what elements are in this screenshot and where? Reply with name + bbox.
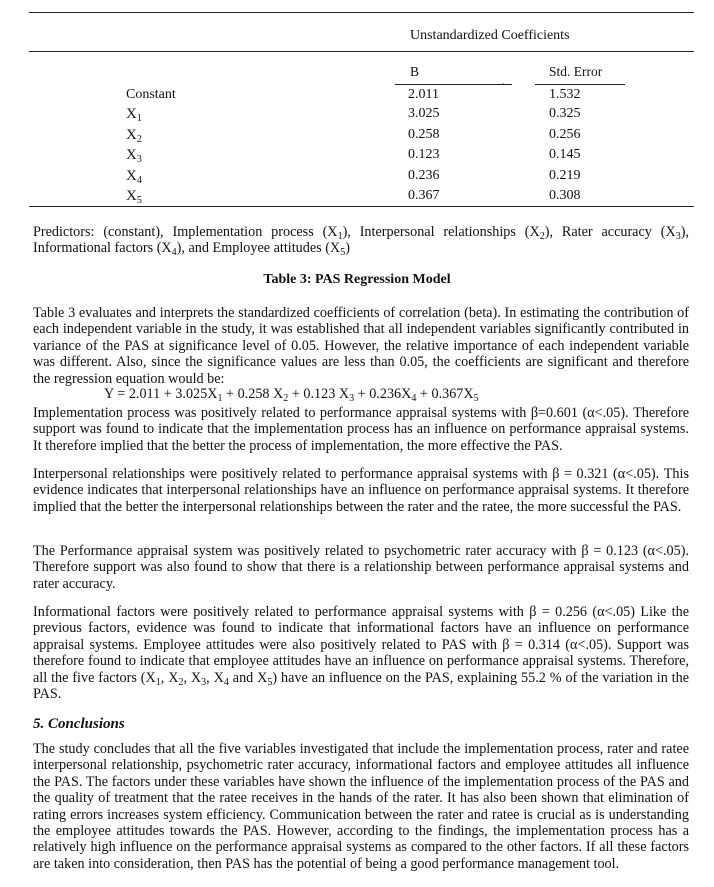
col-b-underline (395, 84, 512, 85)
table-caption: Table 3: PAS Regression Model (263, 272, 451, 287)
table-header-rule (29, 51, 694, 52)
row-se-value: 0.308 (549, 188, 581, 203)
row-variable: $X_4$ (126, 168, 142, 186)
regression-equation: $Y = 2.011 + 3.025X_1 + 0.258$ $X_2 + 0.123$ $X_3 + 0.236X_4 + 0.367X_5$ (104, 386, 479, 404)
table-row (0, 106, 714, 126)
row-b-value: 0.236 (408, 168, 440, 183)
table-col-b-header: B (410, 64, 420, 79)
row-b-value: 0.123 (408, 147, 440, 162)
paragraph-table3: Table 3 evaluates and interprets the standardized coefficients of correlation (beta). In estimating the contribution of each independent variable in the study, it was established that all independent variables significantly contributed in variance of the PAS at significance level of 0.05. However, the relative importance of each independent variable was different. Also, since the significance values are less than 0.05, the coefficients are significant and therefore the regression equation would be: (33, 305, 689, 387)
section-heading: 5. Conclusions (33, 716, 125, 732)
table-row (0, 127, 714, 147)
row-se-value: 1.532 (549, 87, 581, 102)
paragraph-conclusion: The study concludes that all the five variables investigated that include the implementation process, rater and ratee interpersonal relationship, psychometric rater accuracy, informational factors and employee attitudes all influence the PAS. The factors under these variables have shown the influence of the implementation process of the PAS and the quality of treatment that the ratee receives in the hands of the rater. It has also been shown that elimination of rating errors increases system efficiency. Communication between the rater and ratee is crucial as is understanding the employee attitudes towards the PAS. However, according to the findings, the implementation process has a relatively high influence on the performance appraisal systems as compared to the other factors. If all these factors are taken into consideration, then PAS has the potential of being a good performance management tool. (33, 741, 689, 872)
predictors-note: Predictors: (constant), Implementation process $(X_1)$, Interpersonal relationships $(X_2)$, Rater accuracy $(X_3)$, Informational factors $(X_4)$, and Employee attitudes $(X_5)$ (33, 224, 689, 259)
table-col-se-header: Std. Error (549, 64, 603, 79)
table-row (0, 168, 714, 188)
row-variable: $X_2$ (126, 127, 142, 145)
row-se-value: 0.145 (549, 147, 581, 162)
paragraph-rater-accuracy: The Performance appraisal system was positively related to psychometric rater accuracy with β = 0.123 (α<.05). Therefore support was also found to show that there is a relationship between performance appraisal systems and rater accuracy. (33, 543, 689, 592)
row-b-value: 2.011 (408, 87, 439, 102)
paragraph-informational: Informational factors were positively related to performance appraisal systems with β = 0.256 (α<.05) Like the previous factors, evidence was found to indicate that informational factors have an influence on performance appraisal systems. Employee attitudes were also positively related to PAS with β = 0.314 (α<.05). Support was therefore found to indicate that employee attitudes have an influence on performance appraisal systems. Therefore, all the five factors ($X_1$, $X_2$, $X_3$, $X_4$ and $X_5$) have an influence on the PAS, explaining 55.2 % of the variation in the PAS. (33, 604, 690, 703)
table-top-rule (29, 12, 694, 13)
row-b-value: 0.258 (408, 127, 440, 142)
row-variable: $X_3$ (126, 147, 142, 165)
table-row (0, 188, 714, 208)
row-se-value: 0.256 (549, 127, 581, 142)
row-se-value: 0.219 (549, 168, 581, 183)
paragraph-implementation: Implementation process was positively related to performance appraisal systems with β=0.601 (α<.05). Therefore support was found to indicate that the implementation process has an influence on performance appraisal systems. It therefore implied that the better the process of implementation, the more effective the PAS. (33, 405, 689, 454)
row-variable: Constant (126, 87, 176, 102)
table-group-header: Unstandardized Coefficients (410, 28, 570, 43)
table-bottom-rule (29, 206, 694, 207)
row-b-value: 0.367 (408, 188, 440, 203)
paragraph-interpersonal: Interpersonal relationships were positively related to performance appraisal systems with β = 0.321 (α<.05). This evidence indicates that interpersonal relationships have an influence on performance appraisal systems. It therefore implied that the better the interpersonal relationships between the rater and the ratee, the more successful the PAS. (33, 466, 689, 515)
row-variable: $X_5$ (126, 188, 142, 206)
stray-tick-mark: ` (502, 82, 506, 94)
table-row (0, 87, 714, 107)
row-b-value: 3.025 (408, 106, 440, 121)
row-variable: $X_1$ (126, 106, 142, 124)
table-row (0, 147, 714, 167)
col-se-underline (535, 84, 625, 85)
row-se-value: 0.325 (549, 106, 581, 121)
